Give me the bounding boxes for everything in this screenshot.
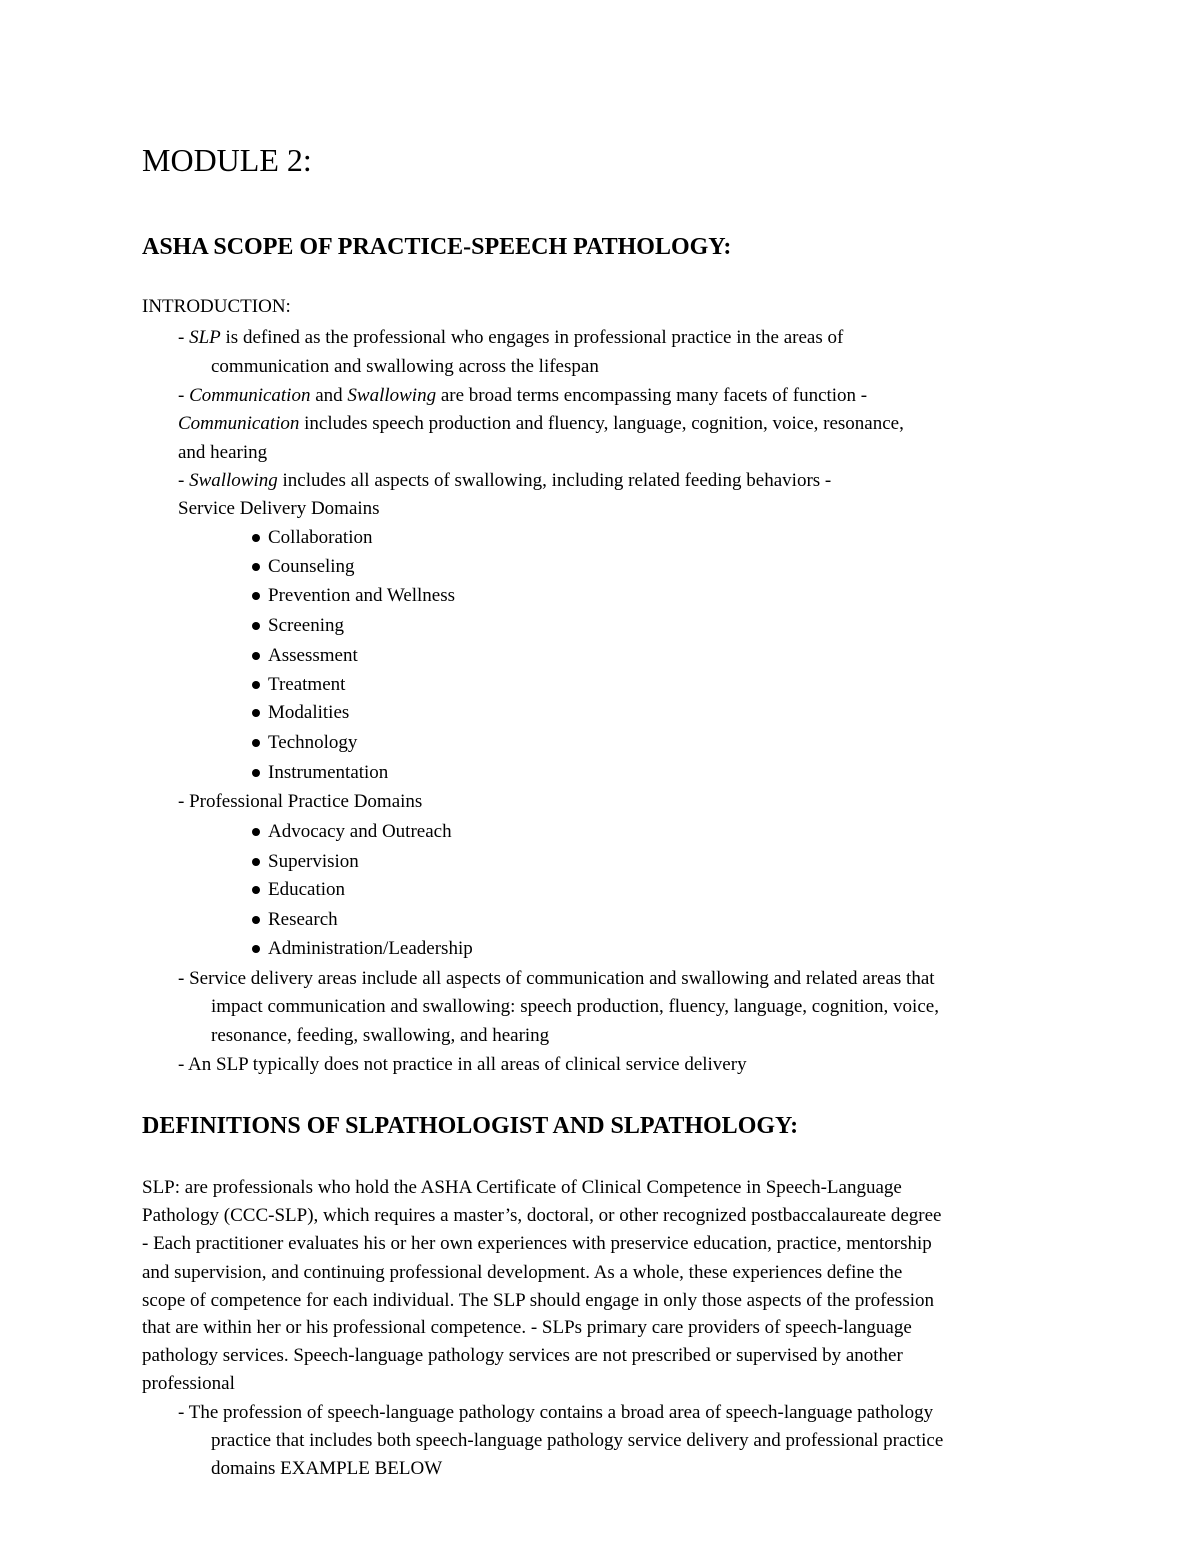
list-item: Supervision: [268, 851, 359, 872]
list-item: Treatment: [268, 674, 346, 695]
bullet-icon: [252, 681, 260, 689]
list-item: Collaboration: [268, 527, 373, 548]
section-heading-definitions: DEFINITIONS OF SLPATHOLOGIST AND SLPATHOLOGY:: [142, 1113, 799, 1139]
definitions-line: - The profession of speech-language pathology contains a broad area of speech-language pathology: [178, 1402, 934, 1423]
intro-line: - Communication and Swallowing are broad terms encompassing many facets of function -: [178, 385, 868, 406]
page-title: MODULE 2:: [142, 142, 312, 178]
bullet-icon: [252, 563, 260, 571]
definitions-line: Pathology (CCC-SLP), which requires a master’s, doctoral, or other recognized postbaccalaureate degree: [142, 1205, 942, 1226]
professional-practice-label: - Professional Practice Domains: [178, 791, 423, 812]
list-item: Assessment: [268, 645, 358, 666]
list-item: Research: [268, 909, 338, 930]
bullet-icon: [252, 709, 260, 717]
list-item: Modalities: [268, 702, 350, 723]
list-item: Education: [268, 879, 346, 900]
intro-label: INTRODUCTION:: [142, 296, 291, 317]
definitions-line: SLP: are professionals who hold the ASHA Certificate of Clinical Competence in Speech-Language: [142, 1177, 902, 1198]
section-heading-scope: ASHA SCOPE OF PRACTICE-SPEECH PATHOLOGY:: [142, 234, 732, 260]
bullet-icon: [252, 769, 260, 777]
service-areas-line: - Service delivery areas include all aspects of communication and swallowing and related areas that: [178, 968, 935, 989]
bullet-icon: [252, 858, 260, 866]
definitions-line: scope of competence for each individual. The SLP should engage in only those aspects of the profession: [142, 1290, 934, 1311]
definitions-line: - Each practitioner evaluates his or her own experiences with preservice education, practice, mentorship: [142, 1233, 932, 1254]
definitions-line: and supervision, and continuing professional development. As a whole, these experiences define the: [142, 1262, 903, 1283]
service-delivery-label: Service Delivery Domains: [178, 498, 380, 519]
intro-line: Communication includes speech production and fluency, language, cognition, voice, resonance,: [178, 413, 904, 434]
list-item: Technology: [268, 732, 358, 753]
definitions-line: pathology services. Speech-language pathology services are not prescribed or supervised by another: [142, 1345, 903, 1366]
service-areas-line: - An SLP typically does not practice in all areas of clinical service delivery: [178, 1054, 747, 1075]
list-item: Screening: [268, 615, 344, 636]
bullet-icon: [252, 739, 260, 747]
definitions-line: domains EXAMPLE BELOW: [211, 1458, 443, 1479]
definitions-line: practice that includes both speech-language pathology service delivery and professional practice: [211, 1430, 944, 1451]
list-item: Instrumentation: [268, 762, 389, 783]
bullet-icon: [252, 592, 260, 600]
service-areas-line: impact communication and swallowing: speech production, fluency, language, cognition, voice,: [211, 996, 939, 1017]
intro-line: - Swallowing includes all aspects of swallowing, including related feeding behaviors -: [178, 470, 832, 491]
bullet-icon: [252, 886, 260, 894]
service-areas-line: resonance, feeding, swallowing, and hearing: [211, 1025, 550, 1046]
bullet-icon: [252, 622, 260, 630]
list-item: Prevention and Wellness: [268, 585, 456, 606]
intro-line: - SLP is defined as the professional who engages in professional practice in the areas of: [178, 327, 844, 348]
definitions-line: professional: [142, 1373, 235, 1394]
intro-line: and hearing: [178, 442, 268, 463]
bullet-icon: [252, 534, 260, 542]
intro-line: communication and swallowing across the lifespan: [211, 356, 599, 377]
bullet-icon: [252, 828, 260, 836]
list-item: Administration/Leadership: [268, 938, 473, 959]
bullet-icon: [252, 945, 260, 953]
bullet-icon: [252, 916, 260, 924]
list-item: Advocacy and Outreach: [268, 821, 452, 842]
list-item: Counseling: [268, 556, 355, 577]
definitions-line: that are within her or his professional competence. - SLPs primary care providers of speech-language: [142, 1317, 912, 1338]
bullet-icon: [252, 652, 260, 660]
